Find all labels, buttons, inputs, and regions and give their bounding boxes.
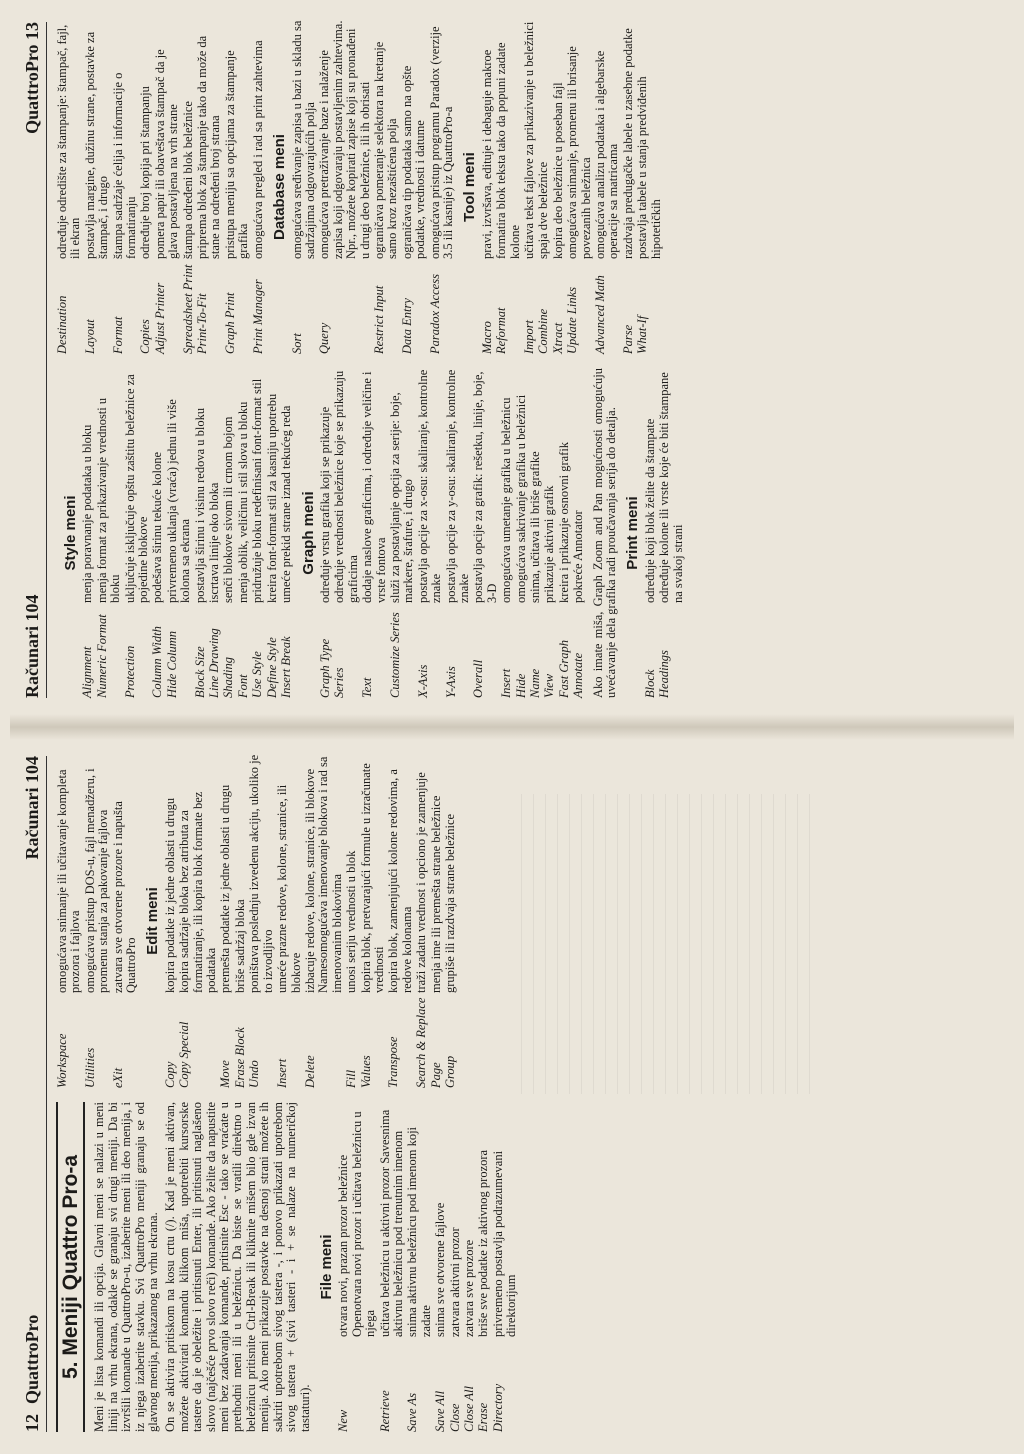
menu-term: Combine	[536, 308, 551, 354]
menu-entry	[658, 368, 685, 698]
menu-term: Use Style	[250, 651, 265, 698]
menu-desc: briše sadržaj bloka	[232, 899, 247, 993]
menu-desc: otvara novi, prazan prozor beležnice Openotvara novi prozor i učitava beležnicu u njega	[336, 1111, 378, 1337]
menu-entry	[594, 20, 621, 354]
menu-entry	[572, 368, 585, 698]
menu-entry	[360, 754, 387, 1088]
menu-desc: traži zadatu vrednost i opciono je zamenjuje	[414, 772, 429, 993]
menu-term: Adjust Printer	[152, 282, 167, 354]
menu-desc: kopira podatke iz jedne oblasti u drugu	[162, 797, 177, 993]
menu-entry	[481, 20, 494, 354]
intro-text	[93, 1102, 312, 1432]
menu-desc: premešta podatke iz jedne oblasti u drugu	[218, 784, 233, 993]
menu-entry	[644, 368, 657, 698]
menu-term: Advanced Math	[593, 275, 608, 354]
menu-entry	[56, 754, 83, 1088]
menu-term: Sort	[289, 333, 304, 354]
menu-entry	[387, 754, 414, 1088]
left-page-number: 12	[22, 1414, 42, 1432]
menu-term: Erase Block	[232, 1027, 247, 1088]
menu-entry	[552, 20, 565, 354]
menu-entry	[430, 754, 443, 1088]
menu-term: Workspace	[55, 1033, 69, 1088]
print-menu-list-continued	[56, 20, 265, 354]
menu-term: Close All	[461, 1386, 476, 1432]
menu-term: X-Axis	[415, 664, 430, 698]
menu-desc: pristupa meniju sa opcijama za štampanje grafika	[222, 50, 251, 259]
left-running-head	[20, 756, 47, 1432]
menu-term: Fast Graph	[556, 640, 571, 698]
menu-term: New	[336, 1409, 351, 1432]
right-column-2	[56, 20, 1004, 354]
menu-entry	[537, 20, 550, 354]
menu-term: Numeric Format	[94, 614, 109, 698]
right-running-head	[20, 22, 47, 698]
menu-entry	[558, 368, 571, 698]
menu-entry	[373, 20, 400, 354]
menu-entry	[492, 1102, 519, 1432]
menu-term: Line Drawing	[207, 628, 222, 698]
left-publication-name: QuattroPro	[22, 1314, 42, 1404]
menu-term: Insert Break	[279, 636, 294, 698]
tool-menu-list	[481, 20, 663, 354]
menu-term: Protection	[122, 645, 137, 698]
menu-desc: određuje kolone ili vrste koje će biti štampane na svakoj strani	[657, 372, 685, 603]
menu-entry	[237, 368, 250, 698]
menu-desc: omogućava pregled i rad sa print zahtevima	[250, 40, 265, 259]
menu-entry	[543, 368, 556, 698]
intro-paragraph: On se aktivira pritiskom na kosu crtu (/). Kad je meni aktivan, možete aktivirati komandu klikom miša, upotrebiti kursorske tastere da je obeležite i pritisnuti Enter, ili pritisnuti naglašeno slovo (najčešće prvo slovo reči) komande. Ako želite da napustite meni bez zadavanja komande, pritisnite Esc - tako se vraćate u prethodni meni ili u beležnicu. Da biste se vratili direktno u beležnicu pritisnite Ctrl-Break ili kliknite mišem bilo gde izvan menija. Ako meni prikazuje postavke na desnoj strani možete ih sakriti upotrebom sivog tastera -, i ponovo prikazati upotrebom sivog tastera + (sivi tasteri - i + se nalaze na numeričkoj tastaturi).	[163, 1102, 312, 1432]
menu-entry	[449, 1102, 462, 1432]
menu-desc: privremeno uklanja (vraća) jednu ili više kolona sa ekrana	[164, 399, 193, 603]
menu-entry	[139, 20, 152, 354]
menu-desc: postavlja opcije za x-osu: skaliranje, kontrolne znake	[415, 369, 444, 603]
menu-desc: menja poravnanje podataka u bloku	[80, 424, 95, 603]
menu-desc: omogućava snimanje, promenu ili brisanje povezanih beležnica	[565, 46, 593, 259]
menu-desc: štampa određeni blok beležnice	[180, 101, 195, 259]
left-column-1	[56, 1102, 1004, 1432]
right-page	[10, 10, 1014, 710]
menu-term: Annotate	[571, 652, 586, 698]
menu-entry	[345, 754, 358, 1088]
menu-desc: uključuje isključuje opštu zaštitu beležnice za pojedine blokove	[122, 374, 151, 603]
menu-desc: formatira blok teksta tako da popuni zadate kolone	[494, 42, 522, 259]
menu-term: View	[542, 673, 557, 698]
menu-term: Delete	[302, 1055, 317, 1088]
menu-entry	[500, 368, 513, 698]
menu-entry	[194, 368, 207, 698]
menu-desc: privremeno postavlja podrazumevani direktorijum	[490, 1150, 519, 1337]
menu-term: eXit	[110, 1067, 125, 1088]
file-menu-list-continued	[56, 754, 138, 1088]
menu-term: Update Links	[565, 286, 580, 354]
menu-desc: omogućava pristup DOS-u, fajl menadžeru, i promenu stanja za pakovanje fajlova	[82, 768, 111, 993]
left-page	[10, 744, 1014, 1444]
menu-term: Font	[235, 674, 250, 698]
menu-desc: kopira blok, zamenjujući kolone redovima, a redove kolonama	[386, 769, 414, 993]
menu-entry	[266, 368, 279, 698]
menu-entry	[523, 20, 536, 354]
menu-entry	[81, 368, 94, 698]
menu-term: Copy Special	[177, 1021, 192, 1088]
menu-desc: kopira sadržaje bloka bez atributa za formatiranje, ili kopira blok formate bez podataka	[177, 791, 219, 993]
menu-term: Block Size	[192, 646, 207, 698]
menu-desc: određuje vrstu grafika koji se prikazuje	[317, 406, 332, 603]
menu-entry	[515, 368, 528, 698]
menu-entry	[196, 20, 223, 354]
menu-entry	[164, 754, 177, 1088]
menu-term: Define Style	[264, 637, 279, 698]
menu-term: Data Entry	[399, 298, 414, 354]
menu-desc: menja oblik, veličinu i stil slova u bloku	[235, 401, 250, 603]
menu-entry	[166, 368, 193, 698]
menu-term: Page	[428, 1062, 443, 1088]
menu-term: Group	[442, 1055, 457, 1088]
menu-entry	[417, 368, 444, 698]
menu-entry	[304, 754, 344, 1088]
menu-desc: omogućava sakrivanje grafika u beležnici	[513, 394, 528, 603]
edit-menu-heading: Edit meni	[144, 887, 162, 955]
menu-term: Retrieve	[377, 1390, 392, 1432]
menu-term: Move	[218, 1060, 233, 1088]
menu-desc: učitava beležnicu u aktivni prozor Savesnima aktivnu beležnicu pod trenutnim imenom	[377, 1109, 405, 1337]
show-through-texture	[510, 794, 810, 1094]
menu-desc: ograničava pomeranje selektora na kretanje samo kroz nezaštićena polja	[371, 41, 400, 259]
menu-term: Restrict Input	[371, 285, 386, 354]
menu-term: Format	[110, 316, 125, 354]
menu-desc: određuje odredište za štampanje: štampač, fajl, ili ekran	[55, 24, 83, 259]
menu-term: Spreadsheet Print	[180, 264, 195, 354]
style-menu-list	[81, 368, 293, 698]
menu-term: Text	[360, 677, 375, 698]
menu-desc: određuje broj kopija pri štampanju	[138, 86, 153, 259]
menu-desc: omogućava sređivanje zapisa u bazi u skladu sa sadržajima odgovarajućih polja	[289, 20, 317, 259]
menu-entry	[477, 1102, 490, 1432]
menu-desc: pravi, izvršava, edituje i debaguje makroe	[479, 49, 494, 259]
menu-entry	[495, 20, 522, 354]
menu-entry	[222, 368, 235, 698]
menu-desc: kopira blok, pretvarajući formule u izračunate vrednosti	[358, 763, 386, 993]
menu-desc: pridružuje bloku redefinisani font-format stil	[250, 378, 265, 603]
style-menu-heading: Style meni	[62, 495, 79, 571]
menu-term: Overall	[471, 659, 486, 698]
menu-desc: određuje vrednosti beležnice koje se prikazuju graficima	[332, 370, 360, 603]
left-footer-title: Računari 104	[22, 756, 42, 860]
menu-desc: postavlja margine, dužinu strane, postavke za štampač, i drugo	[82, 31, 111, 259]
menu-desc: senči blokove sivom ili crnom bojom	[221, 416, 236, 603]
menu-entry	[248, 754, 275, 1088]
menu-term: Headings	[657, 650, 672, 698]
menu-desc: briše sve podatke iz aktivnog prozora	[476, 1149, 491, 1337]
menu-term: Graph Type	[317, 638, 332, 698]
menu-entry	[124, 368, 151, 698]
menu-entry	[234, 754, 247, 1088]
menu-desc: omogućava pretraživanje baze i nalaženje zapisa koji odgovaraju postavljenim zahtevima. Npr., možete kopirati zapise koji su pronađeni u drugi deo beležnice, ili ih obrisati	[317, 20, 372, 259]
menu-desc: razdvaja predugačke labele u zasebne podatke	[620, 28, 635, 259]
file-menu-heading: File meni	[317, 1234, 335, 1300]
menu-desc: umeće prazne redove, kolone, stranice, ili blokove	[275, 784, 303, 993]
menu-desc: postavlja opcije za grafik: rešetku, linije, boje, 3-D	[471, 371, 499, 603]
menu-entry	[444, 754, 457, 1088]
menu-desc: priprema blok za štampanje tako da može da stane na određeni broj strana	[195, 35, 223, 259]
menu-desc: dodaje naslove graficima, i određuje veličine i vrste fontova	[360, 371, 388, 603]
right-column-1	[56, 368, 1004, 698]
menu-entry	[434, 1102, 447, 1432]
menu-entry	[401, 20, 428, 354]
database-menu-list	[291, 20, 456, 354]
menu-desc: postavlja opcije za y-osu: skaliranje, kontrolne znake	[443, 369, 471, 603]
menu-entry	[154, 20, 181, 354]
menu-desc: omogućava analizu podataka i algebarske operacije sa matricama	[593, 50, 621, 259]
menu-entry	[319, 368, 332, 698]
menu-entry	[636, 20, 663, 354]
menu-term: Graph Print	[222, 292, 237, 354]
menu-term: Values	[358, 1055, 373, 1088]
menu-term: Transpose	[386, 1036, 401, 1088]
menu-desc: zatvara sve prozore	[461, 1239, 476, 1337]
menu-entry	[280, 368, 293, 698]
page-gutter	[10, 714, 1014, 740]
right-publication-name: QuattroPro	[22, 44, 42, 134]
menu-desc: izbacuje redove, kolone, stranice, ili blokove Namesomogućava imenovanje blokova i rad sa imenovanim blokovima	[302, 756, 344, 993]
menu-entry	[566, 20, 593, 354]
menu-entry	[178, 754, 218, 1088]
right-page-number: 13	[22, 22, 42, 40]
menu-term: Close	[447, 1403, 462, 1432]
menu-desc: postavlja tabele u stanja predviđenih hipotetičkih	[635, 76, 663, 259]
menu-entry	[84, 754, 111, 1088]
menu-term: Save All	[433, 1390, 448, 1432]
menu-desc: određuje koji blok želite da štampate	[642, 418, 657, 603]
menu-term: Paradox Access	[427, 274, 442, 354]
menu-desc: kopira deo beležnice u poseban fajl	[550, 82, 565, 259]
menu-entry	[112, 754, 139, 1088]
menu-entry	[112, 20, 139, 354]
menu-desc: ograničava tip podataka samo na opšte podatke, vrednosti i datume	[399, 65, 428, 259]
menu-desc: omogućava umetanje grafika u beležnicu	[499, 397, 514, 603]
print-menu-list	[644, 368, 685, 698]
menu-term: Customize Series	[387, 612, 402, 698]
menu-term: Series	[332, 667, 347, 698]
menu-desc: zatvara aktivni prozor	[447, 1227, 462, 1337]
menu-desc: kreira i prikazuje osnovni grafik	[556, 441, 571, 603]
menu-desc: omogućava pristup programu Paradox (verzije 3.5 ili kasnije) iz QuattroPro-a	[427, 26, 455, 259]
menu-entry	[219, 754, 232, 1088]
menu-term: Layout	[82, 319, 97, 354]
menu-term: Parse	[620, 324, 635, 354]
menu-term: Insert	[275, 1058, 290, 1088]
menu-entry	[361, 368, 388, 698]
right-footer-title: Računari 104	[22, 594, 42, 698]
menu-term: Undo	[247, 1060, 262, 1088]
menu-term: Utilities	[82, 1047, 97, 1088]
file-menu-list	[337, 1102, 518, 1432]
menu-entry	[622, 20, 635, 354]
menu-entry	[291, 20, 318, 354]
menu-desc: pomera papir ili obaveštava štampač da je glava postavljena na vrh strane	[152, 49, 181, 259]
menu-term: Reformat	[494, 307, 509, 354]
menu-term: Directory	[490, 1383, 505, 1432]
menu-term: Save As	[405, 1393, 420, 1432]
menu-entry	[389, 368, 416, 698]
menu-desc: iscrtava linije oko bloka	[207, 482, 222, 603]
graph-menu-list	[319, 368, 586, 698]
menu-entry	[337, 1102, 377, 1432]
menu-entry	[208, 368, 221, 698]
menu-term: Import	[522, 319, 536, 354]
menu-entry	[318, 20, 372, 354]
menu-entry	[333, 368, 360, 698]
menu-entry	[429, 20, 456, 354]
menu-entry	[463, 1102, 476, 1432]
menu-desc: postavlja širinu i visinu redova u bloku	[192, 407, 207, 603]
menu-term: Hide	[513, 673, 528, 698]
menu-term: Search & Replace	[414, 997, 429, 1088]
menu-desc: unosi seriju vrednosti u blok	[344, 850, 359, 993]
menu-desc: podešava širinu tekuće kolone	[150, 452, 165, 603]
menu-term: Name	[528, 668, 542, 698]
menu-desc: menja ime ili premešta strane beležnice	[428, 795, 443, 993]
menu-term: Insert	[499, 668, 514, 698]
menu-desc: zatvara sve otvorene prozore i napušta QuattroPro	[110, 801, 139, 993]
menu-entry	[379, 1102, 406, 1432]
menu-entry	[84, 20, 111, 354]
menu-term: Block	[642, 669, 657, 698]
menu-desc: snima sve otvorene fajlove	[433, 1202, 448, 1337]
menu-desc: prikazuje aktivni grafik	[542, 485, 557, 603]
graph-note: Ako imate miša, Graph Zoom and Pan mogućnosti omogućuju uvećavanje dela grafika radi proučavanja serija do detalja.	[590, 368, 619, 698]
menu-desc: menja format za prikazivanje vrednosti u bloku	[94, 397, 123, 603]
menu-desc: umeće prekid strane iznad tekućeg reda	[279, 405, 294, 603]
menu-desc: snima aktivnu beležnicu pod imenom koji zadate	[405, 1126, 433, 1337]
database-menu-heading: Database meni	[271, 134, 289, 240]
menu-desc: štampa sadržaje ćelija i informacije o formatiranju	[110, 72, 139, 259]
intro-paragraph: Meni je lista komandi ili opcija. Glavni meni se nalazi u meni liniji na vrhu ekrana, odakle se granaju svi drugi meniji. Da bi izvršili komande u QuattroPro-u, izaberite meni ili deo menija, i iz njega izaberite stavku. Svi QuattroPro meniji granaju se od glavnog menija, prikazanog na vrhu ekrana.	[92, 1102, 161, 1432]
menu-entry	[415, 754, 428, 1088]
menu-entry	[529, 368, 542, 698]
menu-term: Copies	[138, 319, 153, 354]
chapter-title: 5. Meniji Quattro Pro-a	[56, 1102, 85, 1432]
menu-entry	[224, 20, 251, 354]
menu-entry	[182, 20, 195, 354]
menu-entry	[96, 368, 123, 698]
menu-term: Alignment	[80, 646, 95, 698]
menu-entry	[151, 368, 164, 698]
graph-menu-heading: Graph meni	[299, 491, 317, 575]
menu-term: Copy	[162, 1061, 177, 1088]
right-publication-and-page	[22, 22, 43, 134]
menu-term: Hide Column	[164, 630, 179, 698]
menu-desc: učitava tekst fajlove za prikazivanje u beležnici	[522, 21, 536, 259]
menu-term: Shading	[221, 657, 236, 698]
menu-entry	[56, 20, 83, 354]
menu-term: Column Width	[150, 626, 165, 698]
menu-entry	[276, 754, 303, 1088]
tool-menu-heading: Tool meni	[461, 152, 479, 222]
print-menu-heading: Print meni	[624, 496, 642, 570]
menu-term: Query	[317, 322, 332, 354]
menu-term: Print Manager	[250, 279, 265, 354]
menu-term: Erase	[476, 1402, 491, 1432]
menu-term: Macro	[479, 321, 494, 354]
menu-desc: služi za postavljanje opcija za serije: boje, markere, šrafure, i drugo	[387, 392, 416, 603]
menu-desc: pokreće Annotator	[571, 510, 586, 603]
menu-term: Print-To-Fit	[195, 293, 210, 354]
menu-desc: snima, učitava ili briše grafike	[528, 451, 542, 603]
menu-entry	[445, 368, 472, 698]
edit-menu-list	[164, 754, 458, 1088]
menu-desc: spaja dve beležnice	[536, 161, 551, 259]
menu-term: Destination	[55, 295, 69, 354]
menu-term: What-If	[635, 315, 650, 354]
menu-entry	[251, 368, 264, 698]
menu-term: Fill	[344, 1069, 359, 1088]
menu-term: Y-Axis	[443, 666, 458, 698]
rotated-content	[10, 10, 1014, 1444]
menu-entry	[406, 1102, 433, 1432]
menu-desc: omogućava snimanje ili učitavanje kompleta prozora i fajlova	[55, 769, 83, 993]
menu-term: Xtract	[550, 322, 565, 354]
menu-entry	[472, 368, 499, 698]
menu-entry	[252, 20, 265, 354]
menu-desc: kreira font-format stil za kasniju upotrebu	[264, 393, 279, 603]
menu-desc: grupiše ili razdvaja strane beležnice	[442, 813, 457, 993]
menu-desc: poništava poslednju izvedenu akciju, ukoliko je to izvodljivo	[247, 754, 275, 993]
